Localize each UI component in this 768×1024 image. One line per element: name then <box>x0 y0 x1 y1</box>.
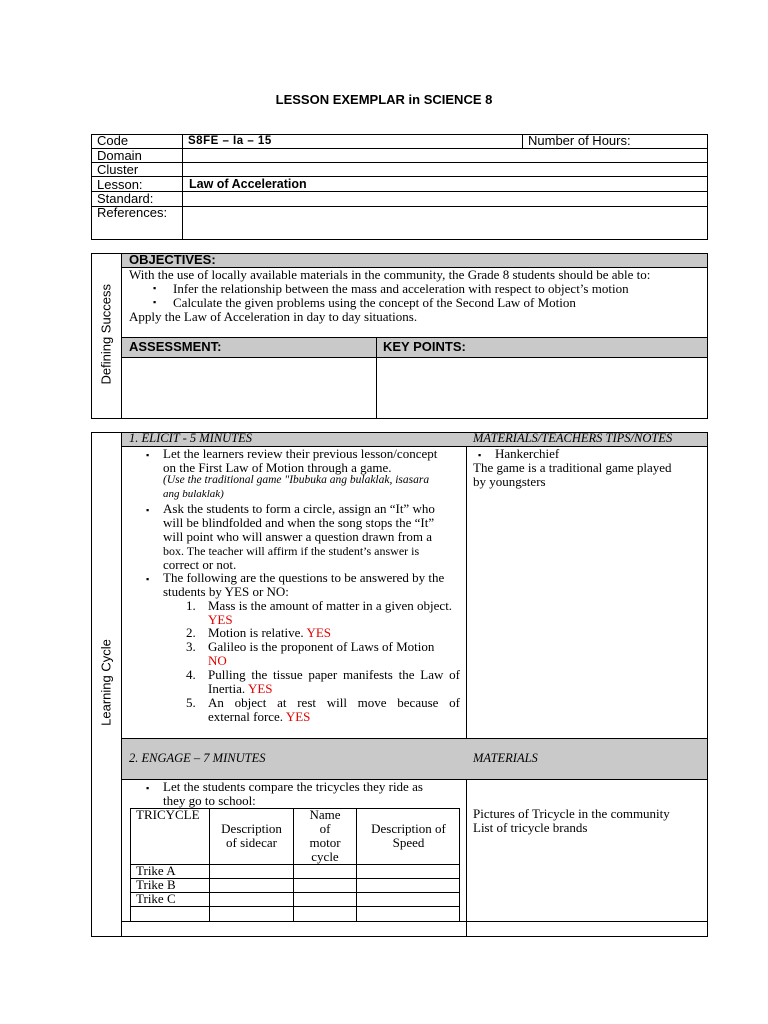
bullet-icon: ▪ <box>146 450 150 460</box>
bullet-icon: ▪ <box>153 283 157 293</box>
bullet-icon: ▪ <box>478 450 482 460</box>
page-title: LESSON EXEMPLAR in SCIENCE 8 <box>275 92 493 107</box>
materials-heading: MATERIALS <box>473 751 538 765</box>
elicit-game-note: (Use the traditional game "Ibubuka ang bulaklak, isasara ang bulaklak) <box>163 474 430 500</box>
bullet-icon: ▪ <box>146 574 150 584</box>
standard-label: Standard: <box>97 191 154 206</box>
answer-yes: YES <box>247 681 273 696</box>
objectives-intro: With the use of locally available materials in the community, the Grade 8 students should be able to: <box>129 267 651 282</box>
engage-materials: Pictures of Tricycle in the community List of tricycle brands <box>473 806 670 835</box>
objective-apply: Apply the Law of Acceleration in day to day situations. <box>129 309 418 324</box>
question-number: 4. <box>186 667 196 682</box>
elicit-bullet-3: The following are the questions to be answered by the students by YES or NO: <box>163 570 445 599</box>
elicit-bullet-1: Let the learners review their previous lesson/concept on the First Law of Motion through a game. <box>163 446 438 475</box>
question-3: Galileo is the proponent of Laws of Motion NO <box>208 639 435 668</box>
table-row: Trike A <box>136 863 176 878</box>
table-row: Trike C <box>136 891 176 906</box>
tricycle-col-header: TRICYCLE <box>136 807 200 822</box>
speed-col-header: Description of Speed <box>371 821 446 850</box>
objective-bullet-1: Infer the relationship between the mass and acceleration with respect to object’s motion <box>173 281 629 296</box>
key-points-heading: KEY POINTS: <box>383 339 466 354</box>
objective-bullet-2: Calculate the given problems using the concept of the Second Law of Motion <box>173 295 576 310</box>
cluster-label: Cluster <box>97 162 139 177</box>
question-2: Motion is relative. YES <box>208 625 332 640</box>
bullet-icon: ▪ <box>153 297 157 307</box>
learning-cycle-label: Learning Cycle <box>98 639 114 726</box>
answer-yes: YES <box>306 625 332 640</box>
bullet-icon: ▪ <box>146 505 150 515</box>
question-1: Mass is the amount of matter in a given object. YES <box>208 598 453 627</box>
references-label: References: <box>97 205 168 220</box>
question-number: 5. <box>186 695 196 710</box>
lesson-label: Lesson: <box>97 177 143 192</box>
question-number: 1. <box>186 598 196 613</box>
lesson-value: Law of Acceleration <box>189 177 307 191</box>
bullet-icon: ▪ <box>146 783 150 793</box>
engage-heading: 2. ENGAGE – 7 MINUTES <box>129 751 266 765</box>
question-number: 3. <box>186 639 196 654</box>
answer-yes: YES <box>285 709 311 724</box>
question-number: 2. <box>186 625 196 640</box>
code-label: Code <box>97 133 129 148</box>
answer-no: NO <box>208 653 227 668</box>
sidecar-col-header: Description of sidecar <box>221 821 282 850</box>
material-note: The game is a traditional game played by youngsters <box>473 460 672 489</box>
engage-bullet-1: Let the students compare the tricycles they ride as they go to school: <box>163 779 423 808</box>
table-row: Trike B <box>136 877 176 892</box>
elicit-bullet-2: Ask the students to form a circle, assign an “It” who will be blindfolded and when the song stops the “It” will point who will answer a question drawn from a box. The teacher will affirm if the student’s answer is correct or not. <box>163 501 435 572</box>
info-table <box>91 134 708 240</box>
code-value: S8FE – Ia – 15 <box>188 135 272 147</box>
defining-success-label: Defining Success <box>98 284 114 385</box>
motorcycle-col-header: Name of motor cycle <box>309 807 341 864</box>
objectives-heading: OBJECTIVES: <box>129 252 216 267</box>
question-4: Pulling the tissue paper manifests the Law of Inertia. YES <box>208 667 460 696</box>
assessment-heading: ASSESSMENT: <box>129 339 222 354</box>
answer-yes: YES <box>208 612 233 627</box>
elicit-heading: 1. ELICIT - 5 MINUTES <box>129 431 253 445</box>
hours-label: Number of Hours: <box>528 133 631 148</box>
materials-tips-heading: MATERIALS/TEACHERS TIPS/NOTES <box>473 431 673 445</box>
question-5: An object at rest will move because of external force. YES <box>208 695 460 724</box>
material-hankerchief: Hankerchief <box>495 446 560 461</box>
domain-label: Domain <box>97 148 142 163</box>
